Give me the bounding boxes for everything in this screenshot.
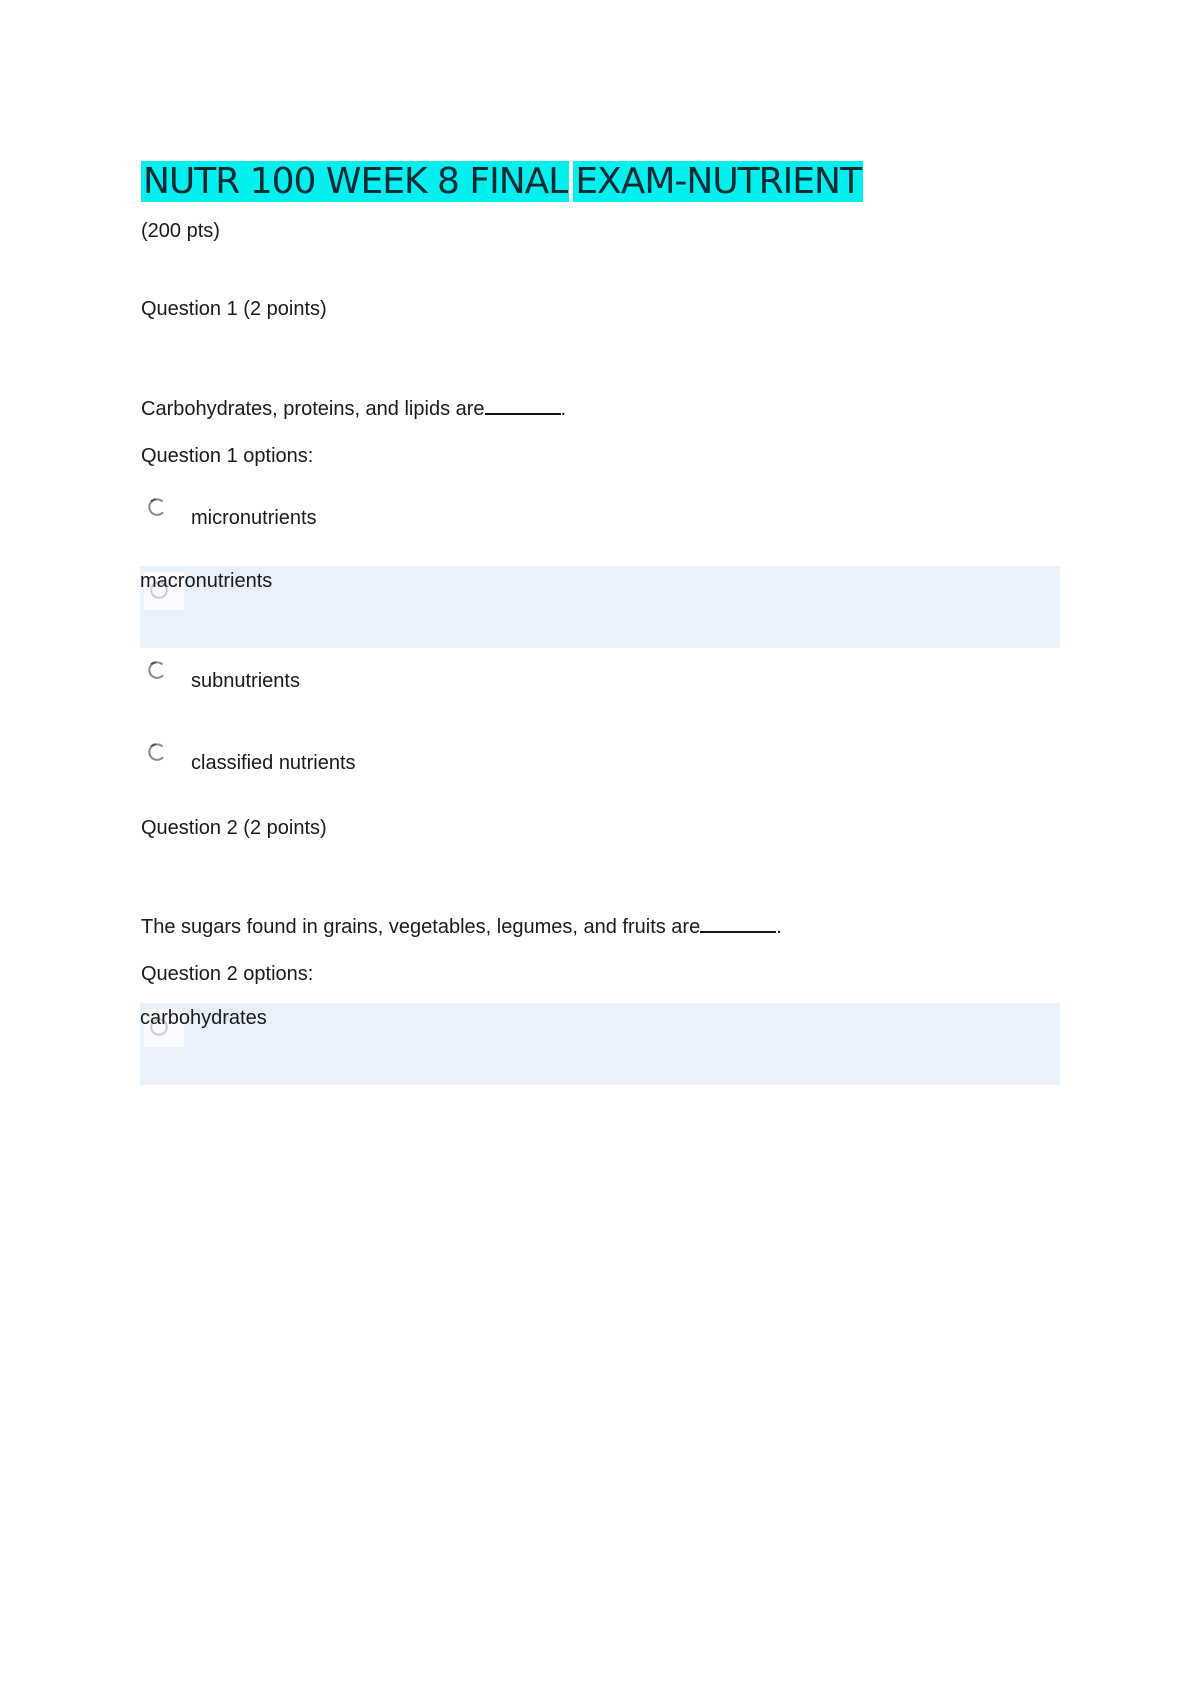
title-part-1: NUTR 100 WEEK 8 FINAL bbox=[143, 161, 568, 202]
answer-blank bbox=[485, 395, 561, 415]
option-label: carbohydrates bbox=[140, 1007, 267, 1029]
radio-unselected-icon[interactable] bbox=[147, 497, 167, 517]
question-1-prompt bbox=[141, 395, 566, 422]
option-label: macronutrients bbox=[140, 570, 273, 592]
question-2-header: Question 2 (2 points) bbox=[141, 817, 327, 839]
question-2-prompt-end: . bbox=[776, 916, 782, 938]
question-1-prompt-end: . bbox=[560, 398, 567, 420]
radio-unselected-icon[interactable] bbox=[147, 742, 167, 762]
question-2-prompt-text: The sugars found in grains, vegetables, legumes, and fruits are bbox=[141, 916, 701, 938]
question-1-prompt-text: Carbohydrates, proteins, and lipids are bbox=[141, 398, 485, 420]
title-part-2: EXAM-NUTRIENT bbox=[575, 161, 861, 202]
question-2-options-label: Question 2 options: bbox=[141, 963, 314, 985]
question-2-option-1-selected[interactable] bbox=[140, 1003, 1060, 1085]
option-label: subnutrients bbox=[191, 670, 300, 692]
question-1-options-label: Question 1 options: bbox=[141, 445, 314, 467]
option-label: micronutrients bbox=[191, 507, 317, 529]
question-2-prompt bbox=[141, 913, 782, 940]
radio-unselected-icon[interactable] bbox=[147, 660, 167, 680]
document-title bbox=[141, 155, 863, 209]
question-1-header: Question 1 (2 points) bbox=[141, 298, 327, 320]
option-label: classified nutrients bbox=[191, 752, 356, 774]
question-1-option-2-selected[interactable] bbox=[140, 566, 1060, 648]
answer-blank bbox=[700, 913, 776, 933]
points-total: (200 pts) bbox=[141, 220, 220, 242]
